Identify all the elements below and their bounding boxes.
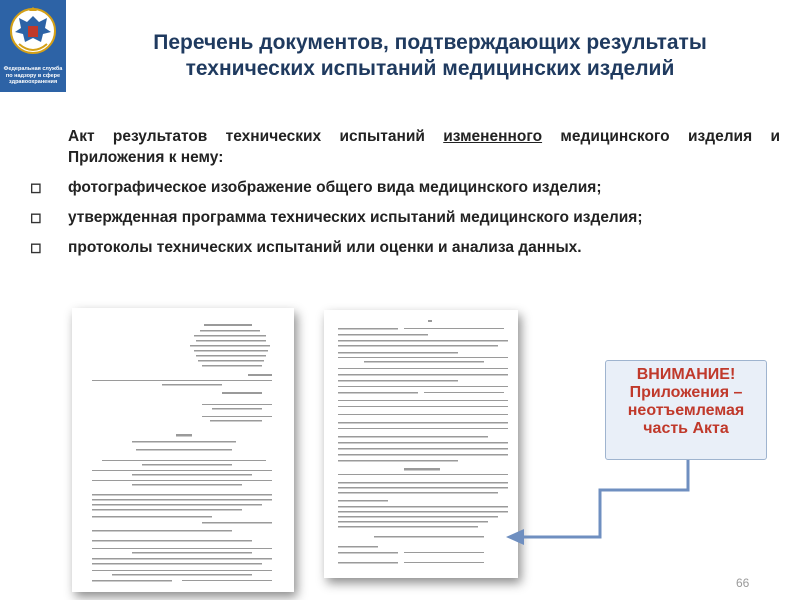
- agency-logo: [0, 0, 66, 92]
- list-item-text: протоколы технических испытаний или оценки и анализа данных.: [68, 239, 582, 256]
- hollow-square-bullet-icon: ◻: [30, 209, 42, 225]
- attention-line: неотъемлемая: [627, 402, 745, 419]
- list-item: [30, 177, 780, 198]
- page-number: 66: [736, 576, 750, 590]
- hollow-square-bullet-icon: ◻: [30, 179, 42, 195]
- slide-title: Перечень документов, подтверждающих результаты технических испытаний медицинских изделий: [153, 31, 707, 80]
- attention-line: Приложения –: [629, 384, 743, 401]
- act-form-page-2-thumbnail: [324, 310, 518, 578]
- list-item-text: фотографическое изображение общего вида медицинского изделия;: [68, 179, 602, 196]
- pointer-arrow-icon: [500, 455, 700, 545]
- hollow-square-bullet-icon: ◻: [30, 239, 42, 255]
- act-form-thumbnail: [72, 308, 294, 592]
- underlined-word: измененного: [443, 128, 543, 145]
- list-item: [30, 237, 780, 258]
- attention-line: часть Акта: [643, 420, 729, 437]
- document-list: [30, 126, 780, 258]
- intro-text: Акт результатов технических испытаний измененного медицинского изделия и Приложения к нему:: [68, 128, 780, 166]
- attention-callout: [605, 360, 767, 460]
- double-headed-eagle-icon: [7, 4, 59, 60]
- agency-name: Федеральная служба по надзору в сфере здравоохранения: [3, 66, 63, 85]
- list-item-text: утвержденная программа технических испытаний медицинского изделия;: [68, 209, 643, 226]
- attention-heading: ВНИМАНИЕ!: [636, 366, 736, 383]
- list-item: [30, 207, 780, 228]
